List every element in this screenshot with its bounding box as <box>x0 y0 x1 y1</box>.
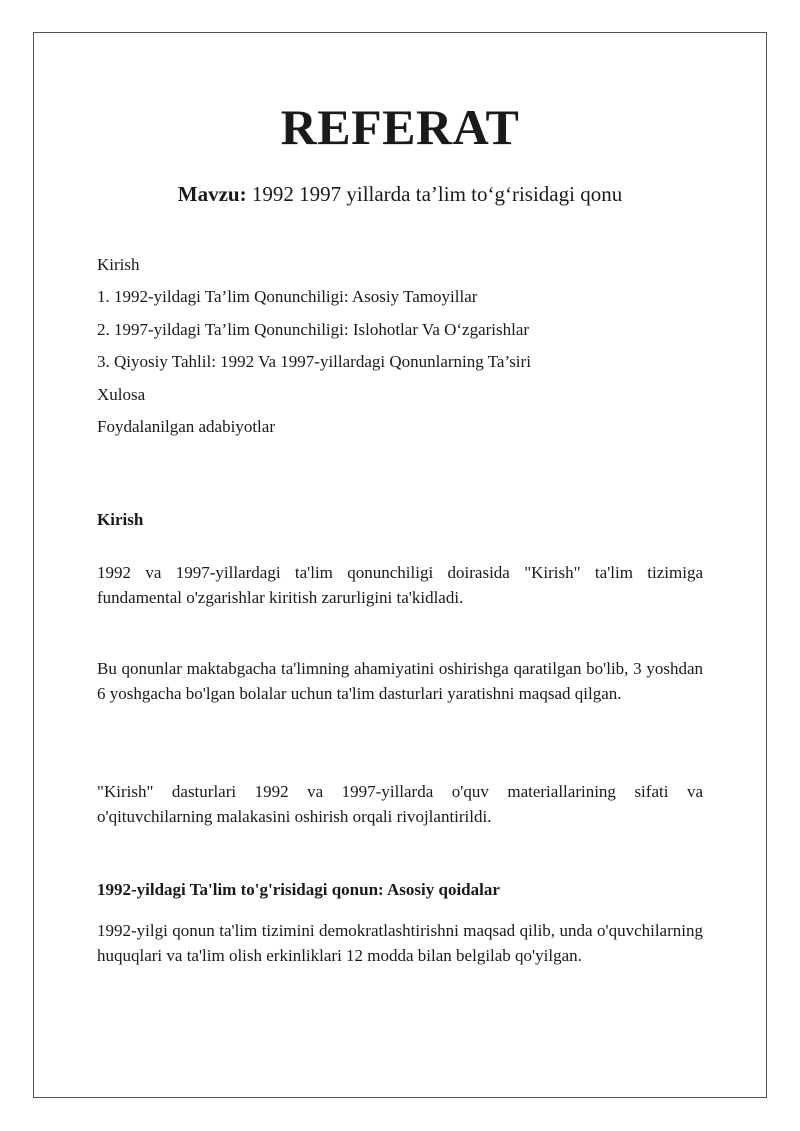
subject-line <box>0 180 800 208</box>
intro-paragraph-3: "Kirish" dasturlari 1992 va 1997-yillarda o'quv materiallarining sifati va o'qituvchilarning malakasini oshirish orqali rivojlantirildi. <box>97 782 703 826</box>
law-1992-heading: 1992-yildagi Ta'lim to'g'risidagi qonun: Asosiy qoidalar <box>97 880 500 899</box>
intro-paragraph-1: 1992 va 1997-yillardagi ta'lim qonunchiligi doirasida "Kirish" ta'lim tizimiga fundamental o'zgarishlar kiritish zarurligini ta'kidladi. <box>97 563 703 607</box>
subject-label: Mavzu: <box>177 182 247 206</box>
toc-item-1: 1. 1992-yildagi Ta’lim Qonunchiligi: Asosiy Tamoyillar <box>97 287 478 307</box>
intro-paragraph-2: Bu qonunlar maktabgacha ta'limning ahamiyatini oshirishga qaratilgan bo'lib, 3 yoshdan 6 yoshgacha bo'lgan bolalar uchun ta'lim dasturlari yaratishni maqsad qilgan. <box>97 659 703 703</box>
intro-heading: Kirish <box>97 510 144 529</box>
toc-item-2: 2. 1997-yildagi Ta’lim Qonunchiligi: Islohotlar Va O‘zgarishlar <box>97 319 530 339</box>
law-1992-paragraph: 1992-yilgi qonun ta'lim tizimini demokratlashtirishni maqsad qilib, unda o'quvchilarning huquqlari va ta'lim olish erkinliklari 12 modda bilan belgilab qo'yilgan. <box>97 921 703 965</box>
toc-item-references: Foydalanilgan adabiyotlar <box>97 417 275 437</box>
table-of-contents <box>97 249 707 443</box>
toc-item-intro: Kirish <box>97 255 140 274</box>
toc-item-3: 3. Qiyosiy Tahlil: 1992 Va 1997-yillardagi Qonunlarning Ta’siri <box>97 352 531 372</box>
subject-text: 1992 1997 yillarda ta’lim to‘g‘risidagi qonu <box>246 182 623 206</box>
document-title: REFERAT <box>280 99 520 155</box>
toc-item-conclusion: Xulosa <box>97 384 146 404</box>
